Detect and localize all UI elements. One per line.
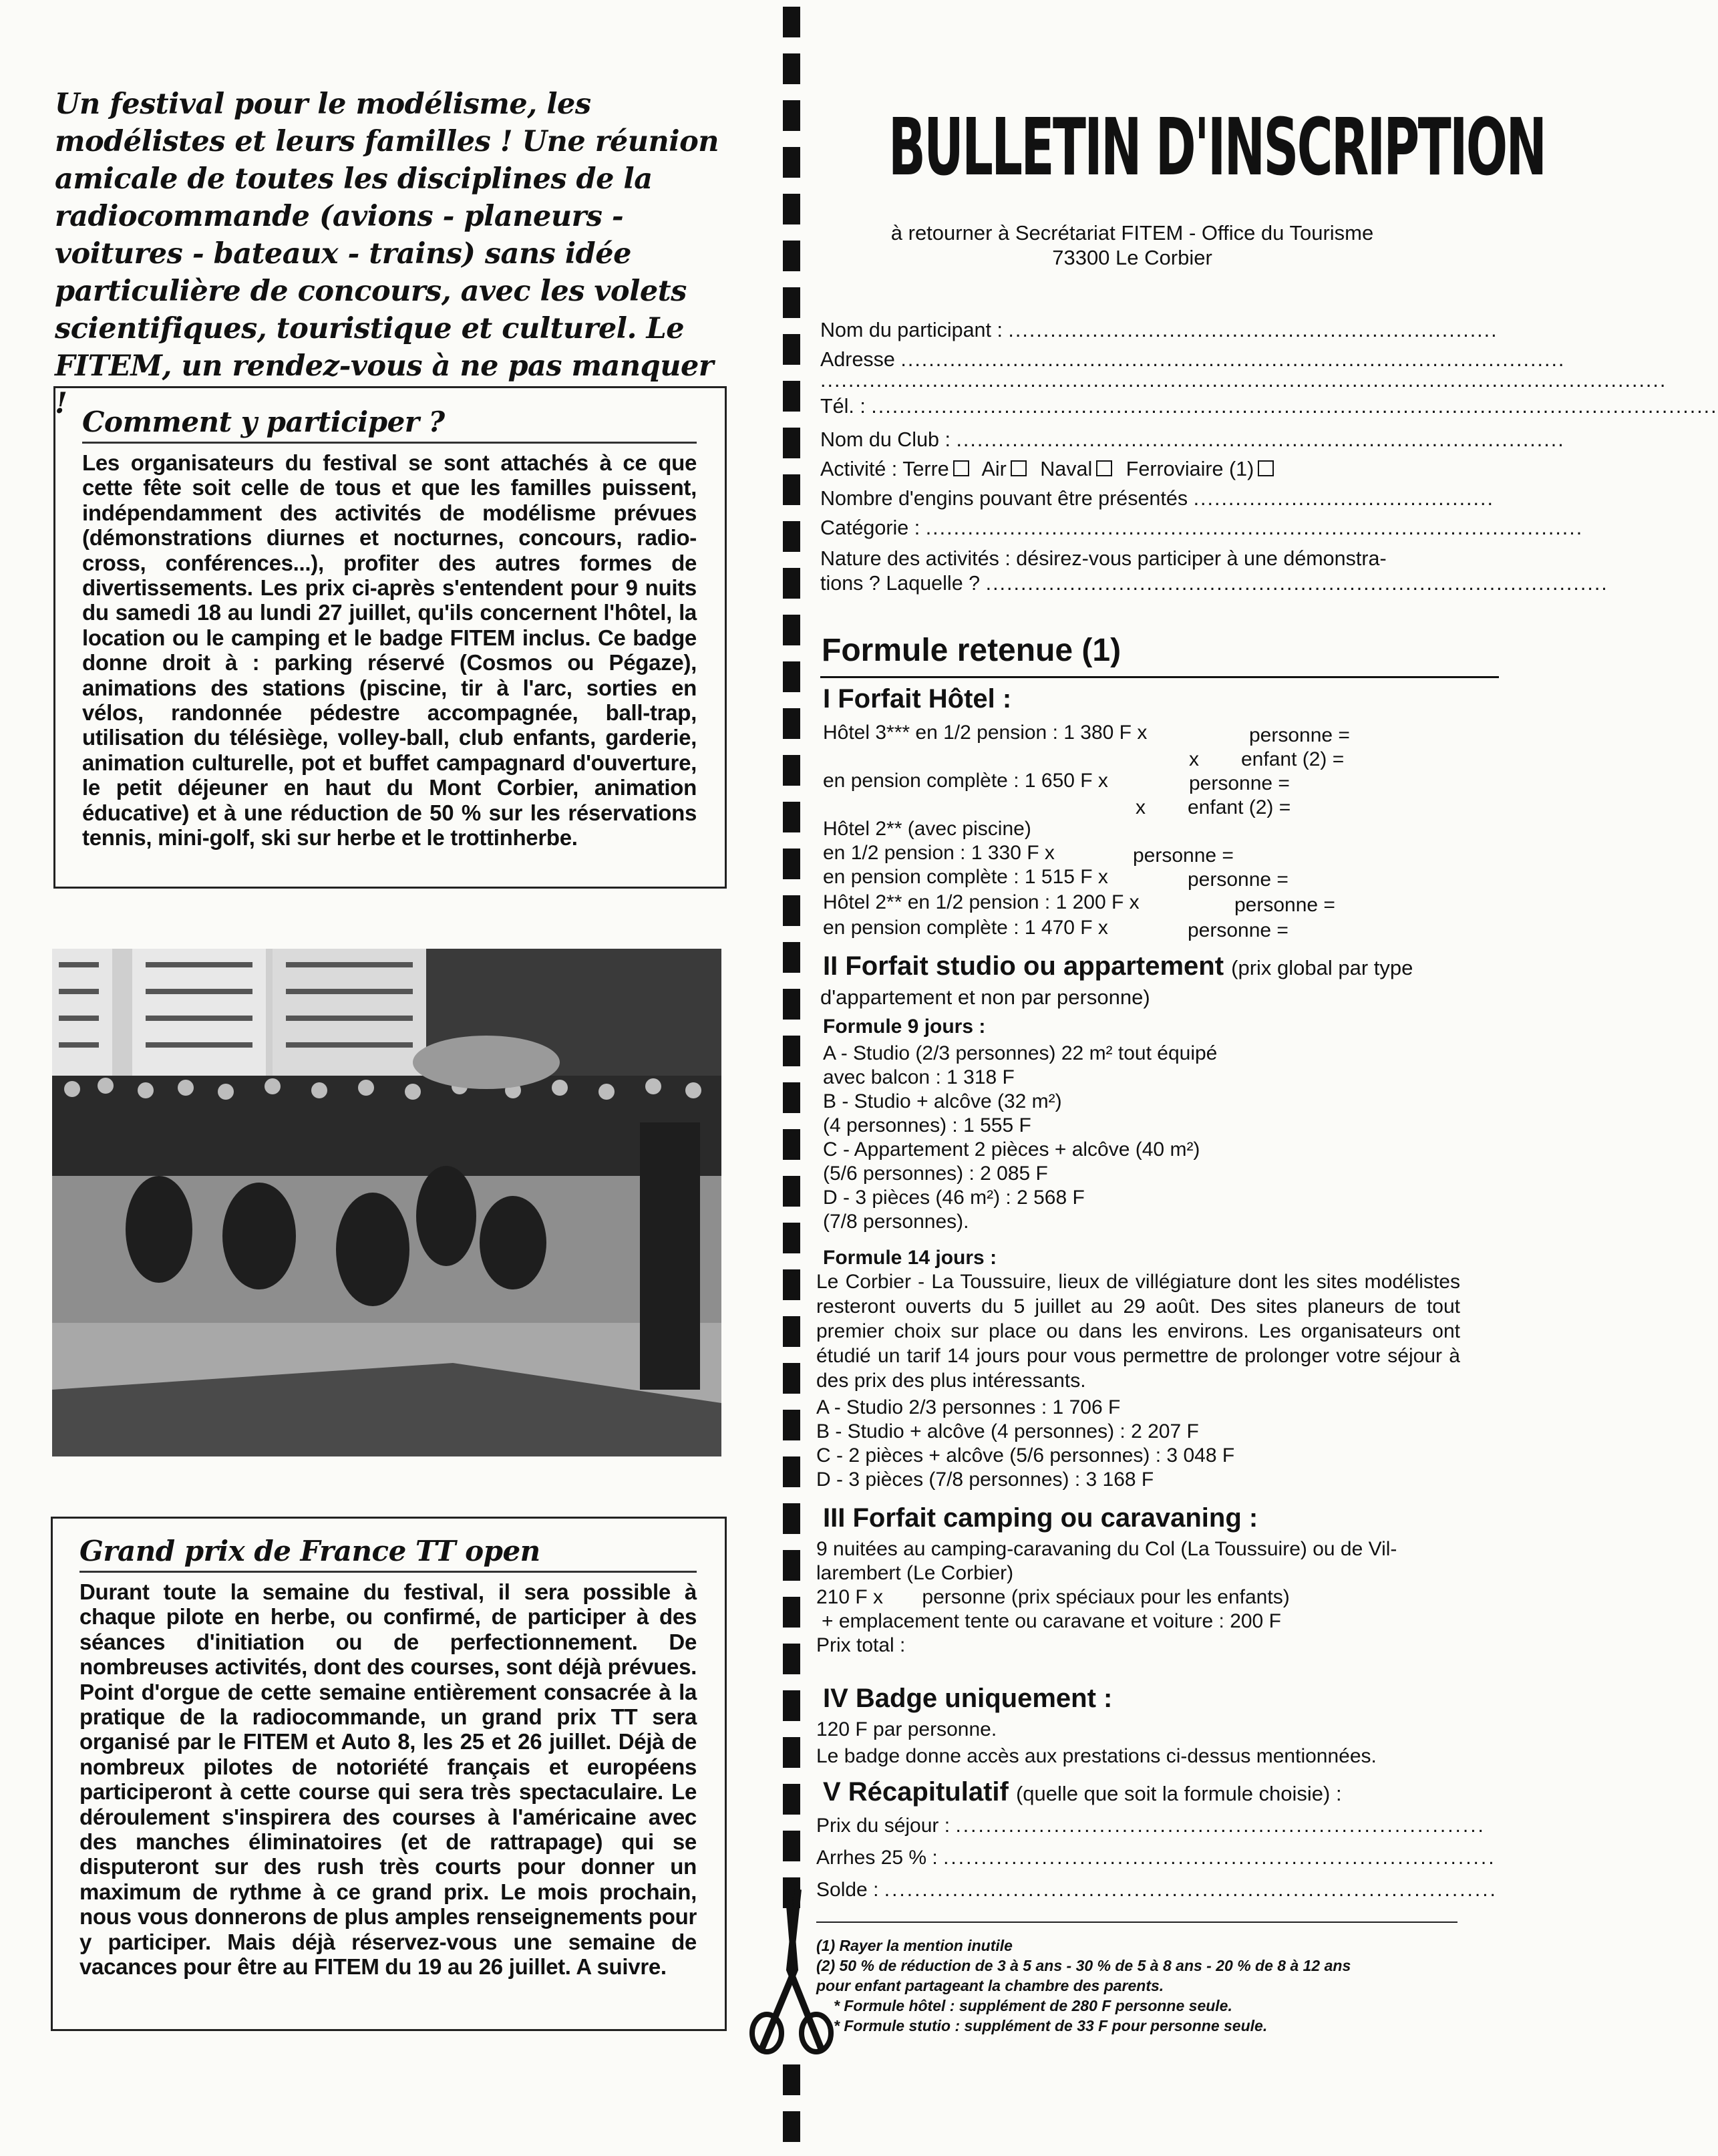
studio-b-1: B - Studio + alcôve (32 m²) (823, 1090, 1062, 1112)
registration-form (820, 315, 1718, 596)
cut-line-dash (783, 474, 800, 505)
cut-line-dash (783, 1737, 800, 1768)
cut-line-dash (783, 1176, 800, 1207)
footnotes (816, 1936, 1471, 2036)
cut-line-dash (783, 1597, 800, 1628)
cut-line-dash (783, 1503, 800, 1534)
hotel-line-1-right: personne = (1249, 724, 1350, 746)
studio14-d: D - 3 pièces (7/8 personnes) : 3 168 F (816, 1469, 1154, 1491)
tel-label: Tél. : (820, 395, 866, 418)
grandprix-box (51, 1517, 727, 2031)
cut-line-dash (783, 1550, 800, 1581)
cut-line-dash (783, 428, 800, 458)
hotel-line-7-right: personne = (1188, 869, 1288, 891)
cut-line-dash (783, 2111, 800, 2142)
cut-line-dash (783, 1129, 800, 1160)
cut-line-dash (783, 989, 800, 1020)
cut-line-dash (783, 615, 800, 645)
intro-text: Un festival pour le modélisme, les modélistes et leurs familles ! Une réunion amicale de toutes les disciplines de la radiocommande (avions - planeurs - voitures - bateaux - trains) sans idée particulière de concours, avec les volets scientifiques, touristique et culturel. Le FITEM, un rendez-vous à ne pas manquer ! (55, 88, 719, 420)
hotel-line-6: en 1/2 pension : 1 330 F x (823, 842, 1055, 864)
cut-line-dash (783, 755, 800, 786)
formule-rule (820, 676, 1499, 678)
tel-field[interactable]: ......................................................................................................................... (871, 395, 1718, 418)
prix-field[interactable]: ...................................................................... (955, 1815, 1486, 1837)
grandprix-body: Durant toute la semaine du festival, il sera possible à chaque pilote en herbe, ou confirmé, de participer à des séances d'initiation ou de perfectionnement. De nombreuses activités, dont des courses, sont déjà prévues. Point d'orgue de cette semaine entièrement consacrée à la pratique de la radiocommande, un grand prix TT sera organisé par le FITEM et Auto 8, les 25 et 26 juillet. Déjà de nombreux pilotes de notoriété français et européens participeront à cette course qui sera très spectaculaire. Le déroulement s'inspirera des courses à l'américaine avec des manches éliminatoires (et de rattrapage) qui se disputeront sur des rush très courts pour donner un maximum de rythme à ce grand prix. Le mois prochain, nous vous donnerons de plus amples renseignements pour y participer. Mais déjà réservez-vous une semaine de vacances pour être au FITEM du 19 au 26 juillet. A suivre. (79, 1579, 697, 1980)
cut-line-dash (783, 1784, 800, 1815)
ferro-label: Ferroviaire (1) (1126, 458, 1254, 480)
recap-title-line (823, 1776, 1342, 1810)
nature-field[interactable]: ......................................................................................... (985, 572, 1608, 595)
nom-label: Nom du participant : (820, 319, 1003, 341)
cut-line-dash (783, 7, 800, 37)
cut-line-dash (783, 895, 800, 926)
return-address (868, 220, 1396, 270)
note-2: (2) 50 % de réduction de 3 à 5 ans - 30 % de 5 à 8 ans - 20 % de 8 à 12 ans (816, 1957, 1351, 1974)
air-checkbox[interactable] (1011, 460, 1027, 476)
air-label: Air (981, 458, 1007, 480)
hotel-line-8: Hôtel 2** en 1/2 pension : 1 200 F x (823, 891, 1140, 913)
badge-line-1: 120 F par personne. (816, 1718, 997, 1740)
studio-title-note: (prix global par type (1231, 956, 1413, 979)
ferro-checkbox[interactable] (1258, 460, 1274, 476)
engins-label: Nombre d'engins pouvant être présentés (820, 487, 1188, 510)
cut-line-dash (783, 849, 800, 879)
studio-title-note-2: d'appartement et non par personne) (820, 985, 1150, 1009)
hotel-line-9-right: personne = (1188, 919, 1288, 941)
club-label: Nom du Club : (820, 428, 951, 451)
arrhes-field[interactable]: ......................................................................... (943, 1847, 1496, 1869)
badge-title: IV Badge uniquement : (823, 1684, 1113, 1713)
hotel-line-4: x (1136, 796, 1146, 818)
formule-title: Formule retenue (1) (822, 633, 1122, 668)
studio-title: II Forfait studio ou appartement (823, 951, 1224, 981)
nom-field[interactable]: ...................................................................... (1008, 319, 1498, 341)
race-photo (52, 949, 721, 1456)
categorie-field[interactable]: .............................................................................................. (925, 516, 1584, 539)
notes-rule (816, 1921, 1457, 1923)
note-3: * Formule hôtel : supplément de 280 F personne seule. (834, 1997, 1232, 2014)
camping-line-1: 9 nuitées au camping-caravaning du Col (La Toussuire) ou de Vil- (816, 1538, 1397, 1560)
cut-line-dash (783, 1223, 800, 1253)
hotel-line-5: Hôtel 2** (avec piscine) (823, 818, 1031, 840)
camping-line-4: + emplacement tente ou caravane et voiture : 200 F (822, 1610, 1281, 1632)
hotel-line-9: en pension complète : 1 470 F x (823, 917, 1108, 939)
solde-label: Solde : (816, 1879, 879, 1901)
badge-line-2: Le badge donne accès aux prestations ci-dessus mentionnées. (816, 1745, 1377, 1767)
camping-line-2: larembert (Le Corbier) (816, 1562, 1014, 1584)
return-line-1: à retourner à Secrétariat FITEM - Office du Tourisme (890, 221, 1374, 245)
solde-field[interactable]: ................................................................................. (884, 1879, 1498, 1901)
studio-a-1: A - Studio (2/3 personnes) 22 m² tout équipé (823, 1042, 1218, 1064)
arrhes-label: Arrhes 25 % : (816, 1847, 938, 1869)
nature-line-1: Nature des activités : désirez-vous participer à une démonstra- (820, 547, 1387, 570)
activite-label: Activité : (820, 458, 898, 480)
studio-b-2: (4 personnes) : 1 555 F (823, 1114, 1031, 1136)
cut-line-dash (783, 287, 800, 318)
hotel-line-2-right: enfant (2) = (1241, 748, 1345, 770)
hotel-line-8-right: personne = (1234, 894, 1335, 916)
nature-line-2: tions ? Laquelle ? (820, 572, 981, 595)
adresse-field-2[interactable]: ......................................................................................................................... (820, 369, 1667, 392)
recap-title: V Récapitulatif (823, 1777, 1009, 1807)
note-2b: pour enfant partageant la chambre des parents. (816, 1977, 1164, 1994)
cut-line-dash (783, 1831, 800, 1861)
camping-title: III Forfait camping ou caravaning : (823, 1503, 1258, 1533)
terre-label: Terre (902, 458, 949, 480)
participer-body: Les organisateurs du festival se sont attachés à ce que cette fête soit celle de tous et que les familles puissent, indépendamment des activités de modélisme prévues (démonstrations diurnes et nocturnes, concours, radio-cross, conférences...), profiter des autres formes de divertissements. Les prix ci-après s'entendent pour 9 nuits du samedi 18 au lundi 27 juillet, qu'ils concernent l'hôtel, la location ou le camping et le badge FITEM inclus. Ce badge donne droit à : parking réservé (Cosmos ou Pégaze), animations des stations (piscine, tir à l'arc, sorties en vélos, randonnée pédestre accompagnée, ball-trap, utilisation du télésiège, volley-ball, club enfants, garderie, animation culturelle, pot et buffet campagnard d'ouverture, le petit déjeuner en haut du Mont Corbier, animation éducative) et à une réduction de 50 % sur les réservations tennis, mini-golf, ski sur herbe et le trottinherbe. (82, 450, 697, 851)
hotel-line-1: Hôtel 3*** en 1/2 pension : 1 380 F x (823, 722, 1148, 744)
note-1: (1) Rayer la mention inutile (816, 1937, 1013, 1954)
cut-line-dash (783, 661, 800, 692)
cut-line-dash (783, 802, 800, 832)
cut-line-dash (783, 1269, 800, 1300)
camping-line-3: 210 F x personne (prix spéciaux pour les enfants) (816, 1586, 1290, 1608)
bulletin-title: BULLETIN D'INSCRIPTION (888, 101, 1546, 193)
engins-field[interactable]: ........................................... (1193, 487, 1494, 510)
studio14-a: A - Studio 2/3 personnes : 1 706 F (816, 1396, 1121, 1418)
studio14-c: C - 2 pièces + alcôve (5/6 personnes) : 3 048 F (816, 1444, 1235, 1467)
studio-c-1: C - Appartement 2 pièces + alcôve (40 m²) (823, 1138, 1200, 1161)
hotel-line-2: x (1189, 748, 1199, 770)
hotel-line-3: en pension complète : 1 650 F x (823, 770, 1108, 792)
hotel-line-3-right: personne = (1189, 772, 1290, 794)
cut-line-dash (783, 568, 800, 599)
formule-14-text: Le Corbier - La Toussuire, lieux de villégiature dont les sites modélistes resteront ouverts du 5 juillet au 29 août. Des sites planeurs de tout premier choix sur place ou dans les environs. Les organisateurs ont étudié un tarif 14 jours pour vous permettre de prolonger votre séjour à des prix des plus intéressants. (816, 1271, 1460, 1392)
hotel-line-4-right: enfant (2) = (1188, 796, 1291, 818)
cut-line-dash (783, 334, 800, 365)
cut-line-dash (783, 1036, 800, 1066)
cut-line-dash (783, 521, 800, 552)
formule-9-title: Formule 9 jours : (823, 1016, 986, 1038)
cut-line-dash (783, 942, 800, 973)
cut-line-dash (783, 1316, 800, 1347)
studio-a-2: avec balcon : 1 318 F (823, 1066, 1015, 1088)
cut-line-dash (783, 1082, 800, 1113)
categorie-label: Catégorie : (820, 516, 920, 539)
return-line-2: 73300 Le Corbier (1052, 246, 1212, 269)
studio-d-2: (7/8 personnes). (823, 1211, 969, 1233)
cut-line-dash (783, 147, 800, 178)
naval-checkbox[interactable] (1096, 460, 1112, 476)
recap-note: (quelle que soit la formule choisie) : (1015, 1782, 1342, 1805)
cut-line-dash (783, 1690, 800, 1721)
note-4: * Formule stutio : supplément de 33 F pour personne seule. (834, 2017, 1268, 2034)
club-field[interactable]: ....................................................................................... (956, 428, 1565, 451)
adresse-label: Adresse (820, 348, 895, 371)
camping-total: Prix total : (816, 1634, 906, 1656)
hotel-line-6-right: personne = (1133, 844, 1234, 867)
cut-line-dash (783, 1456, 800, 1487)
studio-title-line (823, 950, 1413, 984)
formule-14-title: Formule 14 jours : (823, 1247, 997, 1269)
participer-heading: Comment y participer ? (82, 404, 697, 444)
prix-label: Prix du séjour : (816, 1815, 951, 1837)
studio-c-2: (5/6 personnes) : 2 085 F (823, 1163, 1048, 1185)
cut-line-dash (783, 708, 800, 739)
cut-line-dash (783, 1644, 800, 1674)
studio14-b: B - Studio + alcôve (4 personnes) : 2 207 F (816, 1420, 1199, 1442)
cut-line-dash (783, 381, 800, 412)
cut-line (783, 0, 800, 2156)
terre-checkbox[interactable] (953, 460, 969, 476)
cut-line-dash (783, 194, 800, 224)
naval-label: Naval (1040, 458, 1093, 480)
studio-d-1: D - 3 pièces (46 m²) : 2 568 F (823, 1187, 1085, 1209)
grandprix-heading: Grand prix de France TT open (79, 1533, 697, 1573)
cut-line-dash (783, 2064, 800, 2095)
adresse-field[interactable]: ............................................................................................... (900, 348, 1566, 371)
cut-line-dash (783, 1363, 800, 1394)
hotel-line-7: en pension complète : 1 515 F x (823, 866, 1108, 888)
hotel-title: I Forfait Hôtel : (823, 684, 1012, 714)
cut-line-dash (783, 100, 800, 131)
cut-line-dash (783, 53, 800, 84)
cut-line-dash (783, 241, 800, 271)
cut-line-dash (783, 1410, 800, 1440)
participer-box (53, 386, 727, 889)
